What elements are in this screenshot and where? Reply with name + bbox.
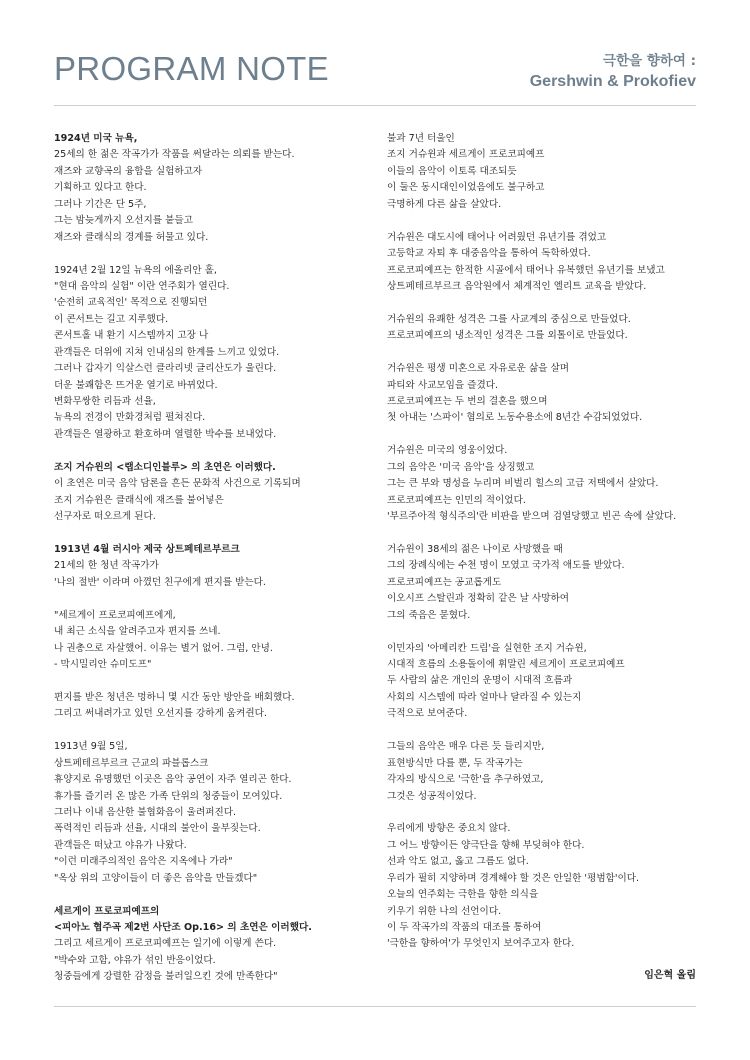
- text-line: 뉴욕의 전경이 만화경처럼 펼쳐진다.: [54, 412, 206, 424]
- text-line: 그의 장례식에는 수천 명이 모였고 국가적 애도를 받았다.: [387, 560, 625, 572]
- text-line: "현대 음악의 실험" 이란 연주회가 열린다.: [54, 280, 230, 292]
- text-line: - 막시밀리안 슈미도프": [54, 659, 152, 670]
- text-line: 우리가 필히 지양하며 경계해야 할 것은 안일한 '평범함'이다.: [387, 872, 640, 884]
- text-line: 극적으로 보여준다.: [387, 708, 468, 720]
- paragraph-spacer: [54, 723, 374, 739]
- text-line: 거슈윈은 미국의 영웅이었다.: [387, 445, 508, 457]
- author-signature: 임은혁 올림: [644, 970, 696, 981]
- text-line: 극명하게 다른 삶을 살았다.: [387, 198, 502, 210]
- text-line: 프로코피예프의 냉소적인 성격은 그를 외톨이로 만들었다.: [387, 330, 628, 342]
- text-line: 이민자의 '아메리칸 드림'을 실현한 조지 거슈윈,: [387, 642, 587, 654]
- text-line: 이 둘은 동시대인이었음에도 불구하고: [387, 182, 545, 194]
- text-line: 프로코피예프는 한적한 시골에서 태어나 유복했던 유년기를 보냈고: [387, 264, 665, 276]
- text-line: 휴가를 즐기러 온 많은 가족 단위의 청중들이 모여있다.: [54, 790, 283, 802]
- text-line: 거슈윈의 유쾌한 성격은 그를 사교계의 중심으로 만들었다.: [387, 313, 631, 325]
- text-line: 재즈와 클래식의 경계를 허물고 있다.: [54, 231, 209, 243]
- text-line: <피아노 협주곡 제2번 사단조 Op.16> 의 초연은 이러했다.: [54, 922, 312, 933]
- text-line: "세르게이 프로코피예프에게,: [54, 609, 176, 621]
- text-line: 세르게이 프로코피예프의: [54, 905, 160, 917]
- text-line: 그것은 성공적이었다.: [387, 790, 477, 802]
- text-line: 휴양지로 유명했던 이곳은 음악 공연이 자주 열리곤 한다.: [54, 774, 292, 786]
- paragraph-spacer: [387, 345, 699, 361]
- concert-subtitle: [530, 52, 696, 92]
- text-line: 관객들은 더위에 지쳐 인내심의 한계를 느끼고 있었다.: [54, 346, 280, 358]
- text-line: "이런 미래주의적인 음악은 지옥에나 가라": [54, 856, 233, 868]
- text-line: 조지 거슈윈과 세르게이 프로코피예프: [387, 149, 545, 161]
- page-title: PROGRAM NOTE: [54, 50, 329, 87]
- text-line: 선구자로 떠오르게 된다.: [54, 511, 156, 523]
- text-line: 나 권총으로 자살했어. 이유는 별거 없어. 그럼, 안녕.: [54, 642, 273, 654]
- footer-divider: [54, 1006, 696, 1007]
- subtitle-line-2: Gershwin & Prokofiev: [529, 73, 696, 90]
- text-line: 1913년 9월 5일,: [54, 741, 128, 753]
- text-line: 편지를 받은 청년은 멍하니 몇 시간 동안 방안을 배회했다.: [54, 691, 295, 703]
- text-line: 내 최근 소식을 알려주고자 편지를 쓰네.: [54, 626, 221, 638]
- paragraph-spacer: [387, 624, 699, 640]
- text-line: 그의 죽음은 묻혔다.: [387, 609, 471, 621]
- text-line: 그들의 음악은 매우 다른 듯 들리지만,: [387, 741, 545, 753]
- text-line: 더운 불쾌함은 뜨거운 열기로 바뀌었다.: [54, 379, 218, 391]
- text-line: 이오시프 스탈린과 정확히 같은 날 사망하여: [387, 593, 570, 605]
- text-line: 상트페테르부르크 음악원에서 체계적인 엘리트 교육을 받았다.: [387, 280, 647, 292]
- text-line: 기획하고 있다고 한다.: [54, 182, 147, 194]
- text-line: 이 콘서트는 길고 지루했다.: [54, 313, 169, 325]
- text-line: '나의 절반' 이라며 아꼈던 친구에게 편지를 받는다.: [54, 576, 266, 588]
- text-line: 우리에게 방향은 중요치 않다.: [387, 823, 511, 835]
- text-line: 1924년 2월 12일 뉴욕의 에올리안 홀,: [54, 264, 217, 276]
- text-line: 시대적 흐름의 소용돌이에 휘말린 세르게이 프로코피예프: [387, 659, 625, 670]
- paragraph-spacer: [54, 246, 374, 262]
- paragraph-spacer: [387, 526, 699, 542]
- text-line: 재즈와 교향곡의 융합을 실험하고자: [54, 165, 203, 177]
- text-line: 거슈윈은 대도시에 태어나 어려웠던 유년기를 겪었고: [387, 231, 607, 243]
- text-line: 청중들에게 강렬한 감정을 불러일으킨 것에 만족한다": [54, 971, 278, 983]
- text-line: 이 초연은 미국 음악 담론을 흔든 문화적 사건으로 기록되며: [54, 478, 301, 490]
- paragraph-spacer: [387, 427, 699, 443]
- text-line: 그리고 세르게이 프로코피예프는 일기에 이렇게 쓴다.: [54, 938, 277, 950]
- text-line: 조지 거슈윈은 클래식에 재즈를 불어넣은: [54, 494, 224, 506]
- paragraph-spacer: [54, 443, 374, 459]
- text-line: 사회의 시스템에 따라 얼마나 달라질 수 있는지: [387, 691, 582, 703]
- text-line: '순전히 교육적인' 목적으로 진행되던: [54, 297, 208, 309]
- paragraph-spacer: [387, 295, 699, 311]
- paragraph-spacer: [54, 526, 374, 542]
- paragraph-spacer: [387, 805, 699, 821]
- text-line: 이들의 음악이 이토록 대조되듯: [387, 165, 517, 177]
- text-line: '극한을 향하여'가 무엇인지 보여주고자 한다.: [387, 938, 575, 950]
- paragraph-spacer: [54, 673, 374, 689]
- text-line: 오늘의 연주회는 극한을 향한 의식을: [387, 889, 539, 901]
- text-line: 1913년 4월 러시아 제국 상트페테르부르크: [54, 543, 240, 555]
- text-line: 선과 악도 없고, 옳고 그름도 없다.: [387, 856, 529, 868]
- text-line: 그러나 갑자기 익살스런 클라리넷 글리산도가 울린다.: [54, 363, 277, 375]
- subtitle-line-1: 극한을 향하여 :: [602, 53, 696, 69]
- text-line: 고등학교 자퇴 후 대중음악을 통하여 독학하였다.: [387, 248, 591, 260]
- text-line: 그는 밤늦게까지 오선지를 붙들고: [54, 215, 193, 227]
- text-line: 그는 큰 부와 명성을 누리며 비벌리 힐스의 고급 저택에서 살았다.: [387, 478, 659, 490]
- text-line: 21세의 한 청년 작곡가가: [54, 560, 159, 572]
- text-line: 관객들은 열광하고 환호하며 열렬한 박수를 보내었다.: [54, 428, 277, 440]
- text-line: 콘서트홀 내 환기 시스템까지 고장 나: [54, 330, 209, 342]
- text-line: 25세의 한 젊은 작곡가가 작품을 써달라는 의뢰를 받는다.: [54, 149, 295, 161]
- text-line: 관객들은 떠났고 야유가 나왔다.: [54, 839, 187, 851]
- text-line: 그의 음악은 '미국 음악'을 상징했고: [387, 461, 535, 473]
- left-text-column: [54, 131, 374, 986]
- text-line: 이 두 작곡가의 작품의 대조를 통하여: [387, 922, 542, 933]
- text-line: "옥상 위의 고양이들이 더 좋은 음악을 만들겠다": [54, 872, 258, 884]
- text-line: 그리고 써내려가고 있던 오선지를 강하게 움켜쥔다.: [54, 708, 267, 720]
- text-line: 거슈윈이 38세의 젊은 나이로 사망했을 때: [387, 543, 563, 555]
- text-line: 그 어느 방향이든 양극단을 향해 부딪혀야 한다.: [387, 839, 585, 851]
- text-line: '부르주아적 형식주의'란 비판을 받으며 검열당했고 빈곤 속에 살았다.: [387, 511, 677, 523]
- text-line: "박수와 고함, 야유가 섞인 반응이었다.: [54, 954, 216, 966]
- text-line: 상트페테르부르크 근교의 파블롭스크: [54, 757, 209, 769]
- text-line: 표현방식만 다를 뿐, 두 작곡가는: [387, 757, 523, 769]
- text-line: 첫 아내는 '스파이' 혐의로 노동수용소에 8년간 수감되었었다.: [387, 412, 643, 424]
- paragraph-spacer: [54, 887, 374, 903]
- text-line: 거슈윈은 평생 미혼으로 자유로운 삶을 살며: [387, 363, 570, 375]
- text-line: 그러나 이내 음산한 불협화음이 울려퍼진다.: [54, 806, 237, 818]
- text-line: 프로코피예프는 공교롭게도: [387, 576, 502, 588]
- text-line: 폭력적인 리듬과 선율, 시대의 불안이 울부짖는다.: [54, 823, 261, 835]
- text-line: 불과 7년 터울인: [387, 133, 455, 144]
- text-line: 변화무쌍한 리듬과 선율,: [54, 396, 156, 407]
- text-line: 그러나 기간은 단 5주,: [54, 198, 147, 210]
- text-line: 각자의 방식으로 '극한'을 추구하였고,: [387, 774, 544, 786]
- text-line: 키우기 위한 나의 선언이다.: [387, 905, 502, 917]
- text-line: 1924년 미국 뉴욕,: [54, 133, 138, 144]
- text-line: 프로코피예프는 두 번의 결혼을 했으며: [387, 396, 548, 407]
- text-line: 파티와 사교모임을 즐겼다.: [387, 379, 499, 391]
- header-divider: [54, 105, 696, 106]
- right-text-column: [387, 131, 699, 953]
- paragraph-spacer: [54, 591, 374, 607]
- text-line: 프로코피예프는 인민의 적이었다.: [387, 494, 526, 506]
- paragraph-spacer: [387, 723, 699, 739]
- text-line: 두 사람의 삶은 개인의 운명이 시대적 흐름과: [387, 675, 573, 687]
- paragraph-spacer: [387, 213, 699, 229]
- text-line: 조지 거슈윈의 <랩소디인블루> 의 초연은 이러했다.: [54, 461, 276, 473]
